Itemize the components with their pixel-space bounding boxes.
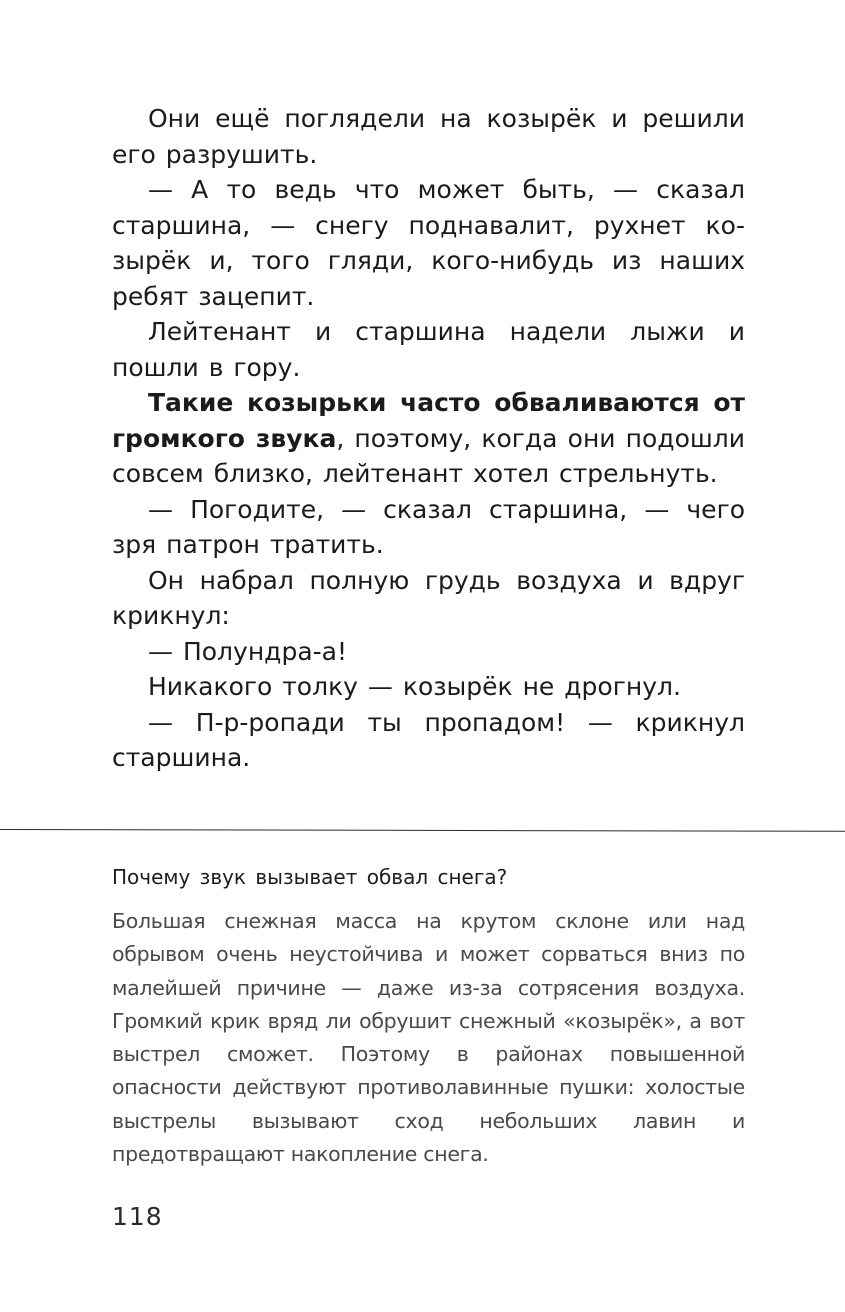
info-sidebar [112,862,745,1171]
story-text [112,101,745,776]
story-paragraph: Никакого толку — козырёк не дрогнул. [148,672,681,701]
emphasis-rest: , поэтому, когда они подошли совсем близко, лейтенант хотел стрельнуть. [112,423,745,488]
bold-fact: Такие козырьки часто обваливаются от громкого звука [112,388,745,453]
story-paragraph: — Полундра-а! [148,636,347,666]
page-number: 118 [112,1202,163,1231]
story-paragraph: — П-р-ропади ты пропадом! — крикнул старшина. [112,707,745,772]
section-divider [0,829,845,832]
sidebar-body: Большая снежная масса на крутом склоне или над обрывом очень неустойчива и может сорваться вниз по малейшей причине — даже из-за сотрясения воздуха. Громкий крик вряд ли обрушит снежный «козырёк», а вот выстрел сможет. Поэтому в районах повышенной опасности действуют противолавинные пушки: холостые выстрелы вызывают сход небольших лавин и предотвращают накопление снега. [112,909,745,1167]
story-paragraph: Он набрал полную грудь воздуха и вдруг крикнул: [112,565,745,630]
story-paragraph: Они ещё поглядели на козырёк и решили его разрушить. [112,104,745,169]
story-paragraph: Лейтенант и старшина надели лыжи и пошли в гору. [112,317,745,382]
sidebar-title: Почему звук вызывает обвал снега? [112,865,508,889]
story-paragraph: — А то ведь что может быть, — сказал старшина, — снегу поднавалит, рухнет козырёк и, того гляди, кого-нибудь из наших ребят зацепит. [112,175,745,311]
story-paragraph: — Погодите, — сказал старшина, — чего зря патрон тратить. [112,494,745,559]
story-paragraph-emphasis [112,385,745,492]
